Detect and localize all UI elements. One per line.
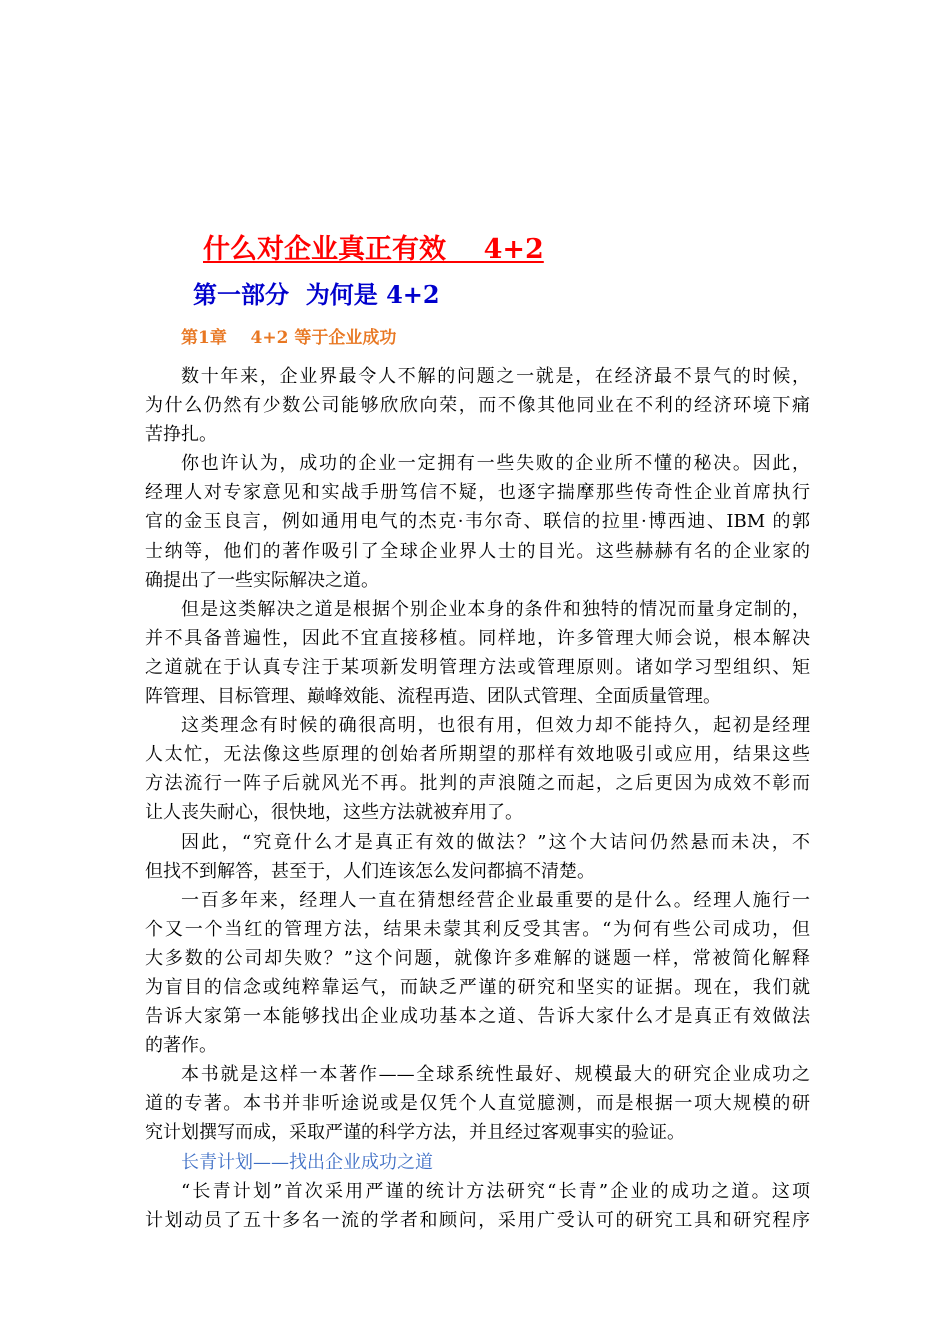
paragraph-line: 并不具备普遍性，因此不宜直接移植。同样地，许多管理大师会说，根本解决: [145, 627, 810, 649]
paragraph-line: 苦挣扎。: [145, 424, 217, 446]
paragraph-line: 为什么仍然有少数公司能够欣欣向荣，而不像其他同业在不利的经济环境下痛: [145, 395, 810, 417]
paragraph-line: 但找不到解答，甚至于，人们连该怎么发问都搞不清楚。: [145, 860, 595, 882]
paragraph-line: 方法流行一阵子后就风光不再。批判的声浪随之而起，之后更因为成效不彰而: [145, 773, 810, 795]
paragraph-line: 道的专著。本书并非听途说或是仅凭个人直觉臆测，而是根据一项大规模的研: [145, 1093, 810, 1115]
paragraph-line: 一百多年来，经理人一直在猜想经营企业最重要的是什么。经理人施行一: [181, 889, 810, 911]
paragraph-line: 个又一个当红的管理方法，结果未蒙其利反受其害。“为何有些公司成功，但: [145, 918, 810, 940]
paragraph-line: 告诉大家第一本能够找出企业成功基本之道、告诉大家什么才是真正有效做法: [145, 1006, 810, 1028]
paragraph-line: 确提出了一些实际解决之道。: [145, 569, 379, 591]
chapter-title: 第1章 4+2 等于企业成功: [181, 328, 397, 348]
part-title: 第一部分 为何是 4+2: [193, 280, 440, 309]
paragraph-line: 官的金玉良言，例如通用电气的杰克·韦尔奇、联信的拉里·博西迪、IBM 的郭: [145, 511, 810, 533]
paragraph-line: 人太忙，无法像这些原理的创始者所期望的那样有效地吸引或应用，结果这些: [145, 744, 810, 766]
paragraph-line: 因此，“究竟什么才是真正有效的做法？”这个大诘问仍然悬而未决，不: [181, 831, 810, 853]
section-heading: 长青计划——找出企业成功之道: [181, 1151, 433, 1173]
paragraph-line: 本书就是这样一本著作——全球系统性最好、规模最大的研究企业成功之: [181, 1064, 810, 1086]
paragraph-line: “长青计划”首次采用严谨的统计方法研究“长青”企业的成功之道。这项: [181, 1180, 810, 1202]
paragraph-line: 经理人对专家意见和实战手册笃信不疑，也逐字揣摩那些传奇性企业首席执行: [145, 482, 810, 504]
paragraph-line: 之道就在于认真专注于某项新发明管理方法或管理原则。诸如学习型组织、矩: [145, 656, 810, 678]
paragraph-line: 大多数的公司却失败？”这个问题，就像许多难解的谜题一样，常被简化解释: [145, 947, 810, 969]
paragraph-line: 为盲目的信念或纯粹靠运气，而缺乏严谨的研究和坚实的证据。现在，我们就: [145, 976, 810, 998]
paragraph-line: 士纳等，他们的著作吸引了全球企业界人士的目光。这些赫赫有名的企业家的: [145, 540, 810, 562]
paragraph-line: 这类理念有时候的确很高明，也很有用，但效力却不能持久，起初是经理: [181, 715, 810, 737]
paragraph-line: 的著作。: [145, 1035, 217, 1057]
paragraph-line: 你也许认为，成功的企业一定拥有一些失败的企业所不懂的秘决。因此，: [181, 453, 810, 475]
paragraph-line: 但是这类解决之道是根据个别企业本身的条件和独特的情况而量身定制的，: [181, 598, 810, 620]
paragraph-line: 让人丧失耐心，很快地，这些方法就被弃用了。: [145, 802, 523, 824]
paragraph-line: 阵管理、目标管理、巅峰效能、流程再造、团队式管理、全面质量管理。: [145, 686, 721, 708]
body-text: [145, 362, 810, 1235]
paragraph-line: 数十年来，企业界最令人不解的问题之一就是，在经济最不景气的时候，: [181, 366, 810, 387]
book-title: 什么对企业真正有效 4+2: [203, 234, 544, 265]
paragraph-line: 究计划撰写而成，采取严谨的科学方法，并且经过客观事实的验证。: [145, 1122, 685, 1144]
paragraph-line: 计划动员了五十多名一流的学者和顾问，采用广受认可的研究工具和研究程序: [145, 1209, 810, 1231]
